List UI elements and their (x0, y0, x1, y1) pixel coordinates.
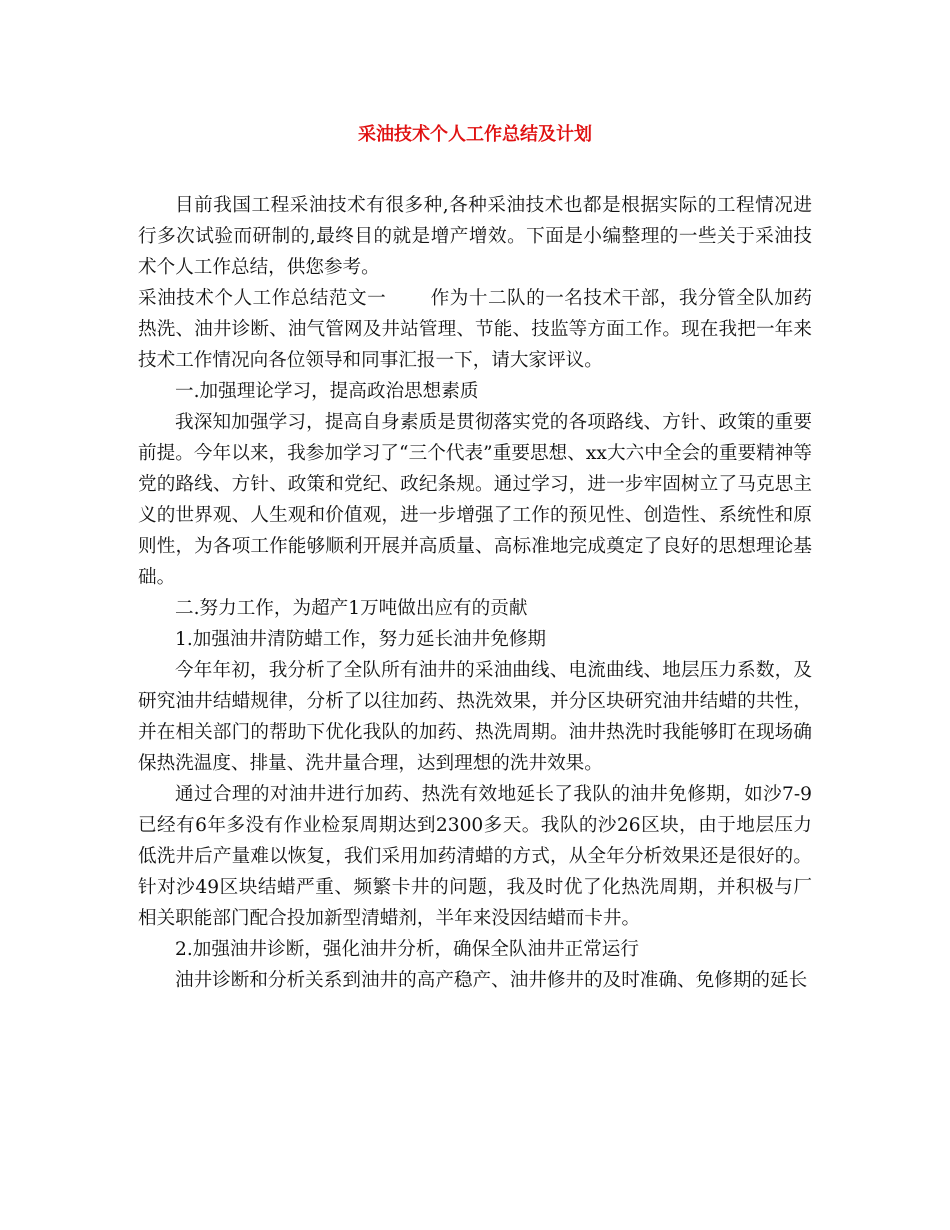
document-body (138, 190, 812, 996)
subsection-1-paragraph-1: 今年年初，我分析了全队所有油井的采油曲线、电流曲线、地层压力系数，及研究油井结蜡规律，分析了以往加药、热洗效果，并分区块研究油井结蜡的共性，并在相关部门的帮助下优化我队的加药、热洗周期。油井热洗时我能够盯在现场确保热洗温度、排量、洗井量合理，达到理想的洗井效果。 (138, 660, 812, 774)
section-2-heading: 二.努力工作，为超产1万吨做出应有的贡献 (175, 598, 528, 619)
sample-paragraph (138, 283, 812, 376)
section-1-heading: 一.加强理论学习，提高政治思想素质 (175, 381, 479, 402)
section-1-paragraph: 我深知加强学习，提高自身素质是贯彻落实党的各项路线、方针、政策的重要前提。今年以来，我参加学习了“三个代表”重要思想、xx大六中全会的重要精神等党的路线、方针、政策和党纪、政纪条规。通过学习，进一步牢固树立了马克思主义的世界观、人生观和价值观，进一步增强了工作的预见性、创造性、系统性和原则性，为各项工作能够顺利开展并高质量、高标准地完成奠定了良好的思想理论基础。 (138, 412, 812, 588)
subsection-1-paragraph-2: 通过合理的对油井进行加药、热洗有效地延长了我队的油井免修期，如沙7-9已经有6年多没有作业检泵周期达到2300多天。我队的沙26区块，由于地层压力低洗井后产量难以恢复，我们采用加药清蜡的方式，从全年分析效果还是很好的。针对沙49区块结蜡严重、频繁卡井的问题，我及时优了化热洗周期，并积极与厂相关职能部门配合投加新型清蜡剂，半年来没因结蜡而卡井。 (138, 784, 812, 929)
subsection-2-paragraph: 油井诊断和分析关系到油井的高产稳产、油井修井的及时准确、免修期的延长 (175, 970, 808, 991)
sample-heading: 采油技术个人工作总结范文一 (138, 288, 387, 309)
intro-paragraph: 目前我国工程采油技术有很多种,各种采油技术也都是根据实际的工程情况进行多次试验而研制的,最终目的就是增产增效。下面是小编整理的一些关于采油技术个人工作总结，供您参考。 (138, 195, 812, 278)
sample-opening-text: 作为十二队的一名技术干部，我分管全队加药热洗、油井诊断、油气管网及井站管理、节能、技监等方面工作。现在我把一年来技术工作情况向各位领导和同事汇报一下，请大家评议。 (138, 288, 812, 371)
subsection-1-heading: 1.加强油井清防蜡工作，努力延长油井免修期 (175, 629, 547, 650)
document-title: 采油技术个人工作总结及计划 (358, 124, 592, 145)
subsection-2-heading: 2.加强油井诊断，强化油井分析，确保全队油井正常运行 (175, 939, 639, 960)
